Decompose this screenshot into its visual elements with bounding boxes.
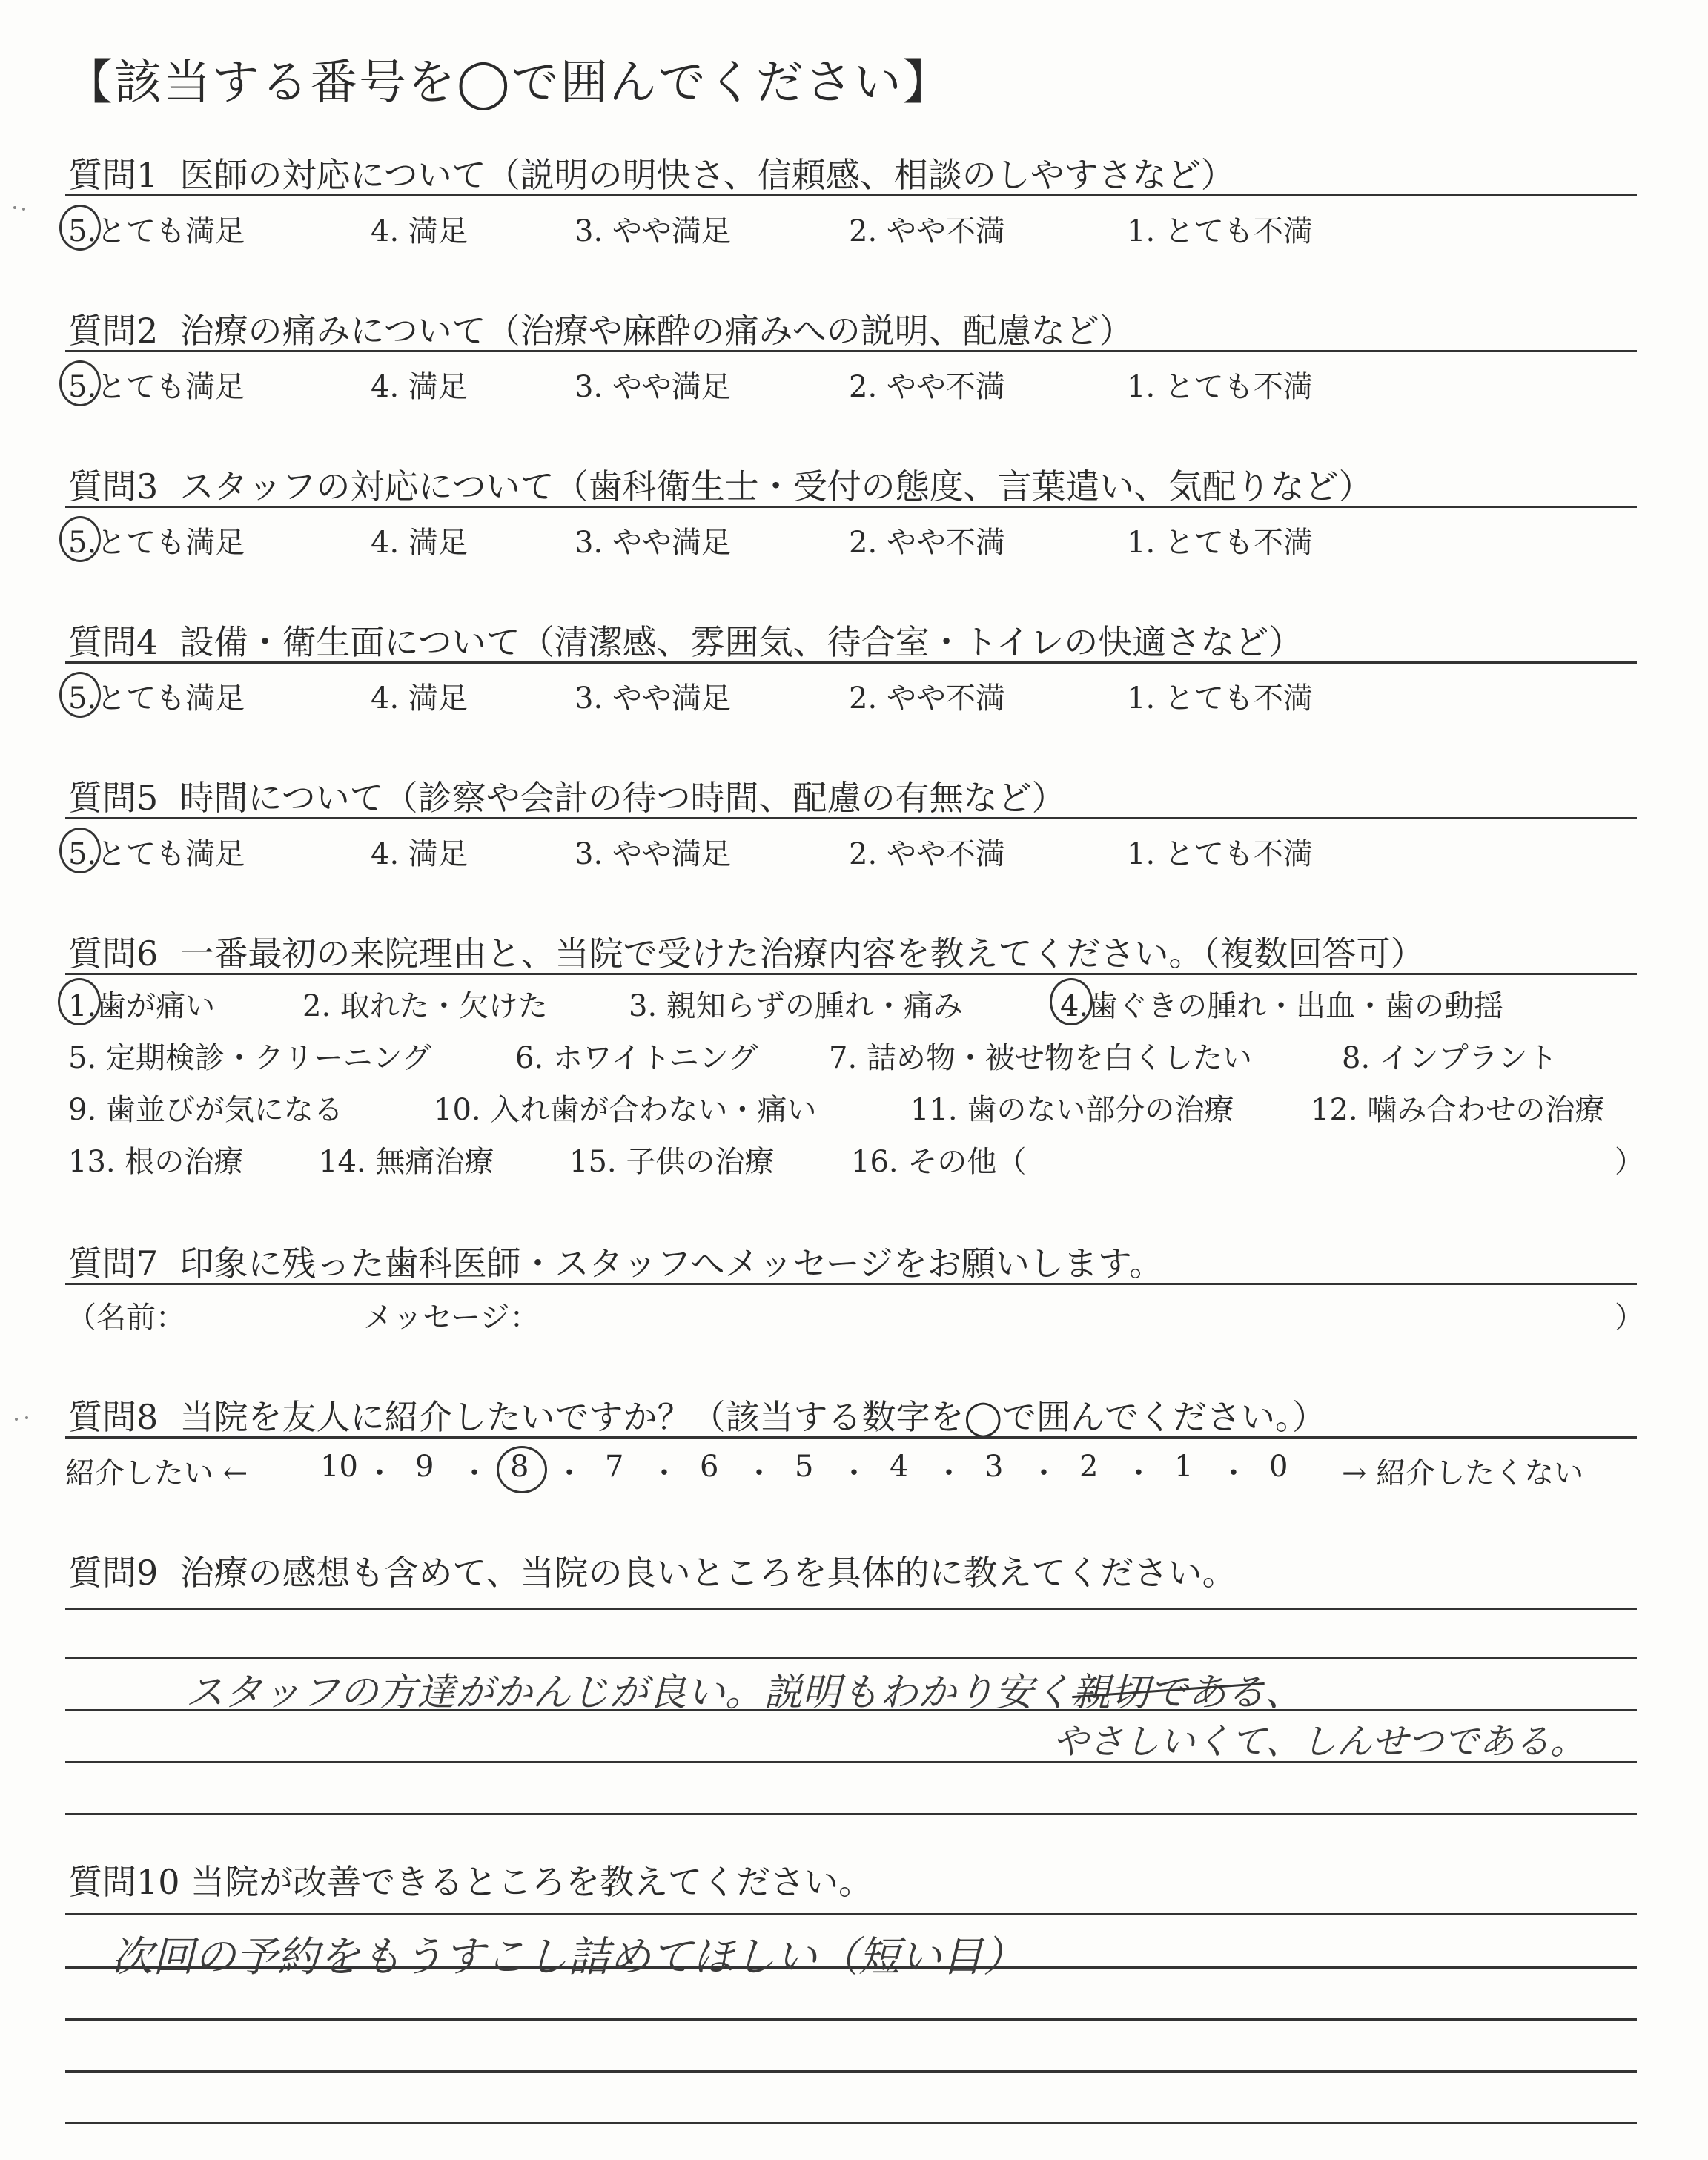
scale-separator: ・	[1029, 1456, 1059, 1490]
scale-value[interactable]: 2	[1079, 1450, 1099, 1484]
selection-circle	[59, 516, 101, 562]
struck-text: 親切である	[1072, 1671, 1265, 1715]
question-text: 当院を友人に紹介したいですか？（該当する数字を◯で囲んでください。）	[179, 1397, 1327, 1437]
handwritten-answer: 次回の予約をもうすこし詰めてほしい（短い目）	[111, 1933, 1025, 1981]
rating-option[interactable]: 5.とても満足	[68, 526, 245, 560]
rule	[65, 194, 1637, 196]
rating-option[interactable]: 4. 満足	[371, 214, 468, 248]
question-5-title	[68, 771, 1066, 820]
treatment-option[interactable]: 2. 取れた・欠けた	[302, 989, 548, 1023]
question-1-title	[68, 148, 1235, 197]
scale-left-label: 紹介したい ←	[65, 1456, 248, 1490]
question-text: 治療の痛みについて（治療や麻酔の痛みへの説明、配慮など）	[179, 311, 1133, 351]
selection-circle	[59, 360, 101, 406]
rule	[65, 506, 1637, 508]
scale-separator: ・	[744, 1456, 774, 1490]
scale-value[interactable]: 4	[890, 1450, 909, 1484]
question-label: 質問7	[68, 1244, 159, 1284]
rating-option[interactable]: 4. 満足	[371, 370, 468, 404]
rule	[65, 973, 1637, 975]
scale-value[interactable]: 7	[605, 1450, 624, 1484]
scale-separator: ・	[555, 1456, 584, 1490]
scale-value[interactable]: 6	[700, 1450, 719, 1484]
treatment-option[interactable]: 8. インプラント	[1342, 1041, 1558, 1075]
question-label: 質問2	[68, 311, 159, 351]
handwritten-answer-line-2: やさしいくて、しんせつである。	[1053, 1721, 1586, 1763]
scale-right-label: → 紹介したくない	[1342, 1456, 1584, 1490]
close-paren: ）	[1615, 1145, 1644, 1179]
treatment-option[interactable]: 4.歯ぐきの腫れ・出血・歯の動揺	[1060, 989, 1504, 1023]
question-9-title	[68, 1546, 1237, 1595]
question-text: 設備・衛生面について（清潔感、雰囲気、待合室・トイレの快適さなど）	[179, 622, 1303, 662]
question-text: スタッフの対応について（歯科衛生士・受付の態度、言葉遣い、気配りなど）	[179, 466, 1373, 506]
rating-option[interactable]: 2. やや不満	[849, 370, 1005, 404]
answer-line	[65, 1813, 1637, 1815]
scale-separator: ・	[1219, 1456, 1248, 1490]
selection-circle	[59, 672, 101, 718]
rating-option[interactable]: 2. やや不満	[849, 681, 1005, 716]
question-2-title	[68, 304, 1133, 353]
question-label: 質問9	[68, 1553, 159, 1593]
scale-value[interactable]: 5	[795, 1450, 814, 1484]
treatment-option[interactable]: 11. 歯のない部分の治療	[910, 1093, 1234, 1127]
question-6-title	[68, 927, 1425, 976]
treatment-option[interactable]: 14. 無痛治療	[319, 1145, 494, 1179]
question-label: 質問6	[68, 934, 159, 974]
rating-option[interactable]: 2. やや不満	[849, 526, 1005, 560]
rating-option[interactable]: 3. やや満足	[575, 370, 731, 404]
handwritten-answer-line-1: スタッフの方達がかんじが良い。説明もわかり安く親切である 、	[185, 1661, 1303, 1717]
question-label: 質問4	[68, 622, 159, 662]
answer-line	[65, 2122, 1637, 2124]
answer-line	[65, 2018, 1637, 2021]
close-paren: ）	[1615, 1301, 1644, 1335]
rule	[65, 817, 1637, 819]
rating-option[interactable]: 3. やや満足	[575, 214, 731, 248]
scan-speck	[13, 206, 16, 209]
treatment-option[interactable]: 12. 噛み合わせの治療	[1311, 1093, 1605, 1127]
answer-line	[65, 2070, 1637, 2073]
question-7-title	[68, 1237, 1163, 1286]
question-label: 質問3	[68, 466, 159, 506]
rating-option[interactable]: 3. やや満足	[575, 837, 731, 871]
treatment-option[interactable]: 3. 親知らずの腫れ・痛み	[629, 989, 963, 1023]
answer-line	[65, 1608, 1637, 1610]
question-10-title	[68, 1855, 873, 1904]
rating-option[interactable]: 1. とても不満	[1127, 214, 1313, 248]
scale-value[interactable]: 9	[415, 1450, 434, 1484]
selection-circle	[58, 978, 101, 1025]
rating-option[interactable]: 3. やや満足	[575, 681, 731, 716]
rating-option[interactable]: 5.とても満足	[68, 681, 245, 716]
answer-line	[65, 1657, 1637, 1659]
rating-option[interactable]: 1. とても不満	[1127, 526, 1313, 560]
scale-value[interactable]: 10	[320, 1450, 358, 1484]
scan-speck	[15, 1418, 18, 1421]
scale-separator: ・	[1124, 1456, 1153, 1490]
question-text: 医師の対応について（説明の明快さ、信頼感、相談のしやすさなど）	[179, 155, 1235, 195]
rating-option[interactable]: 5.とても満足	[68, 837, 245, 871]
question-3-title	[68, 460, 1373, 509]
answer-text: スタッフの方達がかんじが良い。説明もわかり安く	[185, 1671, 1073, 1715]
scan-speck	[25, 1416, 28, 1419]
scale-value[interactable]: 0	[1269, 1450, 1288, 1484]
treatment-option[interactable]: 15. 子供の治療	[569, 1145, 775, 1179]
scale-separator: ・	[460, 1456, 489, 1490]
rule	[65, 1436, 1637, 1439]
treatment-option[interactable]: 6. ホワイトニング	[515, 1041, 758, 1075]
scale-separator: ・	[365, 1456, 394, 1490]
rating-option[interactable]: 4. 満足	[371, 681, 468, 716]
question-text: 時間について（診察や会計の待つ時間、配慮の有無など）	[179, 778, 1066, 818]
rule	[65, 1283, 1637, 1285]
scale-value[interactable]: 1	[1174, 1450, 1194, 1484]
treatment-option[interactable]: 5. 定期検診・クリーニング	[68, 1041, 432, 1075]
selection-circle	[59, 205, 101, 251]
question-text: 治療の感想も含めて、当院の良いところを具体的に教えてください。	[179, 1553, 1237, 1593]
page-title: 【該当する番号を◯で囲んでください】	[65, 56, 952, 110]
scale-separator: ・	[649, 1456, 679, 1490]
question-label: 質問10	[68, 1862, 180, 1902]
rule	[65, 661, 1637, 664]
question-text: 一番最初の来院理由と、当院で受けた治療内容を教えてください。（複数回答可）	[179, 934, 1425, 974]
treatment-option[interactable]: 13. 根の治療	[68, 1145, 244, 1179]
question-8-title	[68, 1390, 1326, 1439]
rating-option[interactable]: 1. とても不満	[1127, 681, 1313, 716]
answer-line	[65, 1913, 1637, 1915]
treatment-option[interactable]: 16. その他（	[851, 1145, 1027, 1179]
rating-option[interactable]: 2. やや不満	[849, 214, 1005, 248]
question-4-title	[68, 615, 1302, 664]
name-label: （名前：	[67, 1301, 185, 1335]
selection-circle	[59, 828, 101, 873]
question-label: 質問5	[68, 778, 159, 818]
rating-option[interactable]: 2. やや不満	[849, 837, 1005, 871]
question-label: 質問8	[68, 1397, 159, 1437]
rating-option[interactable]: 1. とても不満	[1127, 370, 1313, 404]
rating-option[interactable]: 5.とても満足	[68, 214, 245, 248]
scale-value[interactable]: 8	[510, 1450, 529, 1484]
rating-option[interactable]: 1. とても不満	[1127, 837, 1313, 871]
rating-option[interactable]: 4. 満足	[371, 526, 468, 560]
question-text: 当院が改善できるところを教えてください。	[191, 1862, 873, 1902]
treatment-option[interactable]: 7. 詰め物・被せ物を白くしたい	[829, 1041, 1252, 1075]
rule	[65, 350, 1637, 352]
selection-circle	[497, 1446, 547, 1493]
question-label: 質問1	[68, 155, 159, 195]
selection-circle	[1050, 978, 1093, 1025]
scale-separator: ・	[934, 1456, 964, 1490]
message-label: メッセージ：	[363, 1301, 540, 1335]
treatment-option[interactable]: 9. 歯並びが気になる	[68, 1093, 343, 1127]
scan-speck	[22, 208, 25, 211]
rating-option[interactable]: 4. 満足	[371, 837, 468, 871]
question-text: 印象に残った歯科医師・スタッフへメッセージをお願いします。	[179, 1244, 1164, 1284]
scale-value[interactable]: 3	[984, 1450, 1004, 1484]
scale-separator: ・	[839, 1456, 869, 1490]
treatment-option[interactable]: 10. 入れ歯が合わない・痛い	[434, 1093, 817, 1127]
rating-option[interactable]: 5.とても満足	[68, 370, 245, 404]
rating-option[interactable]: 3. やや満足	[575, 526, 731, 560]
treatment-option[interactable]: 1.歯が痛い	[68, 989, 216, 1023]
